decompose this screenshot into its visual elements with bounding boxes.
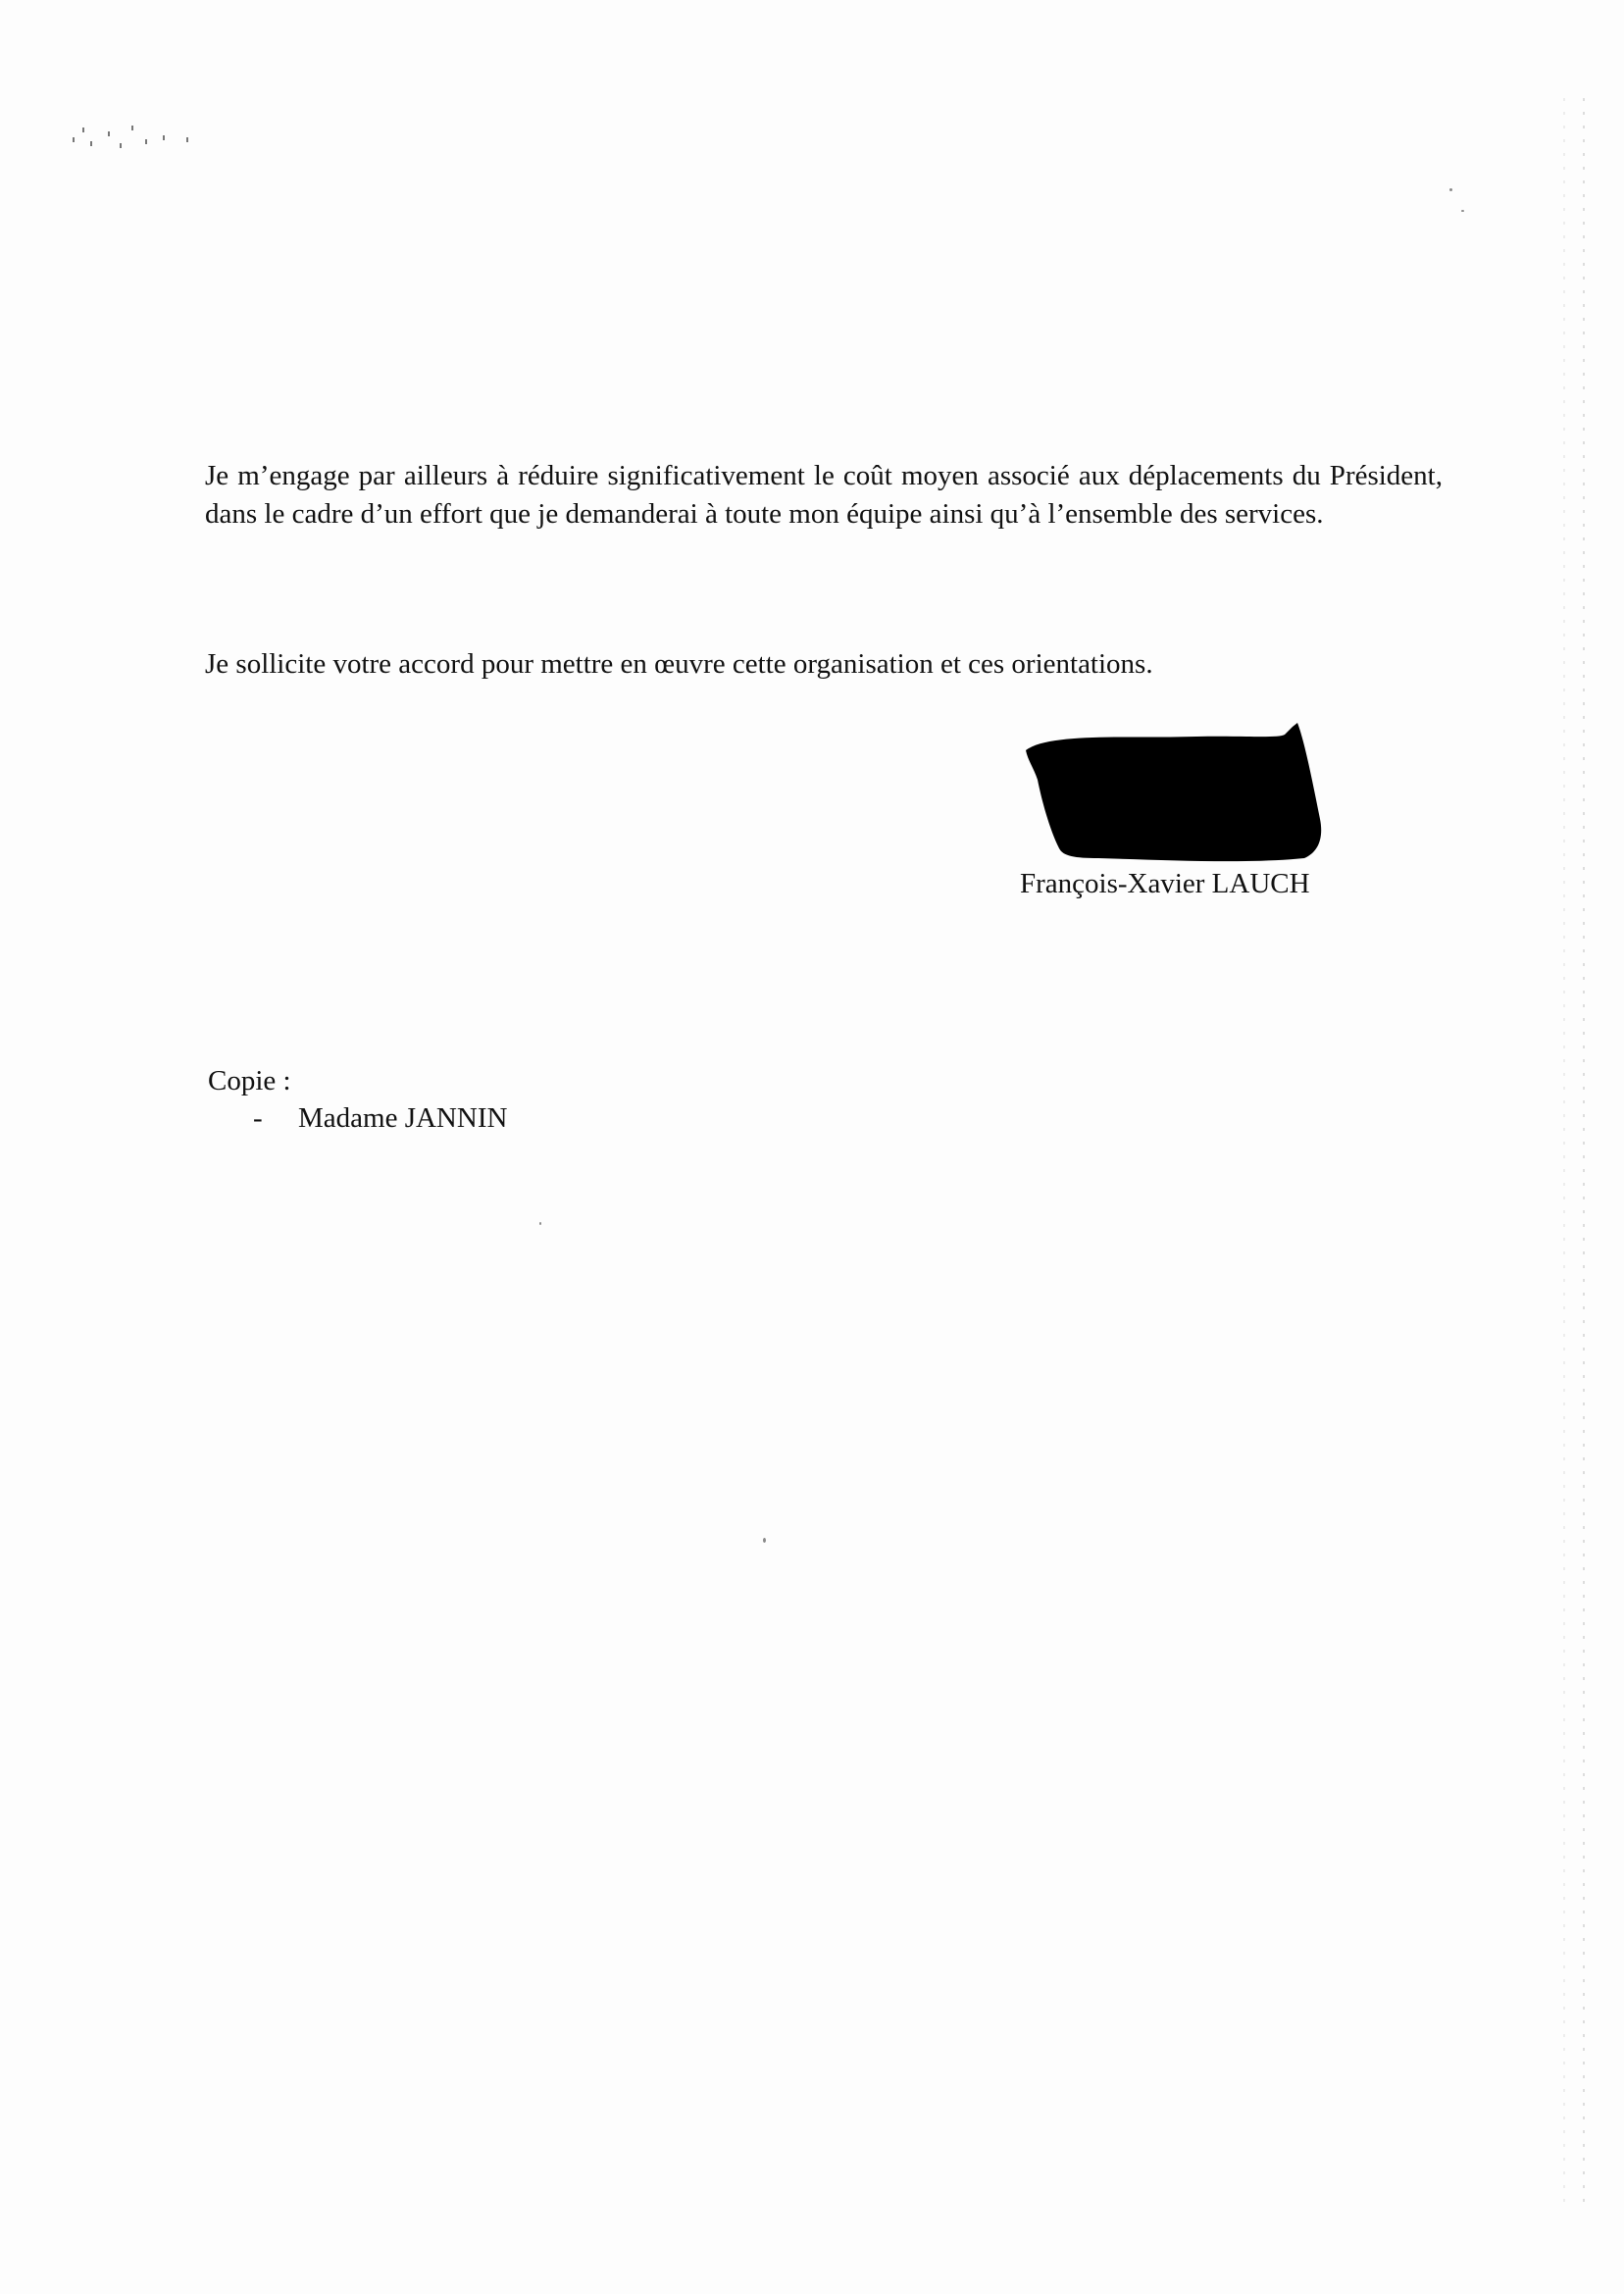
body-paragraph-travel-costs: Je m’engage par ailleurs à réduire significativement le coût moyen associé aux déplacements du Président, dans le cadre d’un effort que je demanderai à toute mon équipe ainsi qu’à l’ensemble des services. — [205, 460, 1443, 530]
signature-redaction-mark — [1020, 721, 1344, 866]
scan-speck — [1449, 188, 1452, 191]
scan-edge-line — [1583, 98, 1585, 2207]
copy-label: Copie : — [208, 1065, 291, 1096]
list-bullet: - — [253, 1102, 263, 1134]
scan-speck — [1461, 210, 1464, 212]
copy-recipient-list — [253, 1102, 507, 1135]
signature-block — [1020, 721, 1373, 917]
scan-speck — [539, 1222, 541, 1225]
copy-recipient-name: Madame JANNIN — [298, 1102, 508, 1134]
body-paragraph-approval-request: Je sollicite votre accord pour mettre en œuvre cette organisation et ces orientations. — [205, 648, 1153, 680]
scan-artifact-marks — [69, 118, 196, 157]
scan-speck — [763, 1538, 766, 1543]
signer-name: François-Xavier LAUCH — [1020, 868, 1310, 899]
scan-edge-line-inner — [1563, 98, 1565, 2207]
copy-recipient — [253, 1102, 507, 1135]
